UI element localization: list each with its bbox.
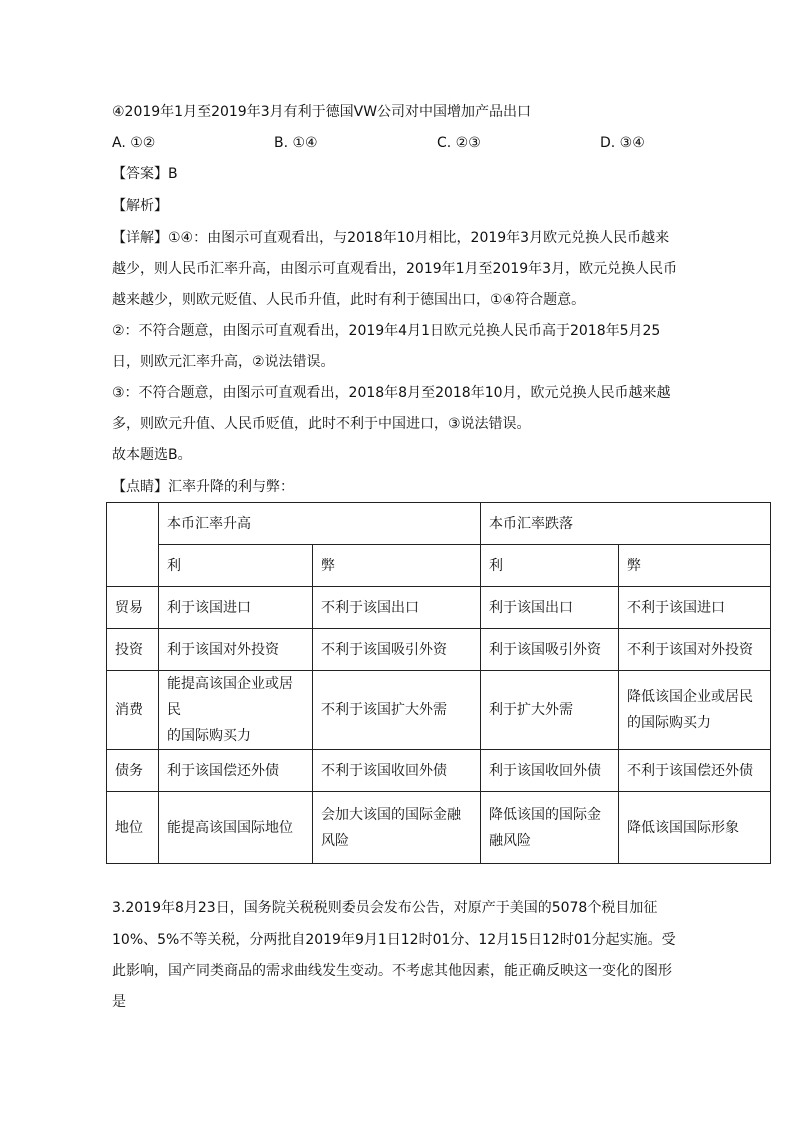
detail-line-6: ③：不符合题意，由图示可直观看出，2018年8月至2018年10月，欧元兑换人民币越来越 (112, 385, 671, 401)
table-cell: 不利于该国吸引外资 (313, 629, 481, 671)
detail-line-5: 日，则欧元汇率升高，②说法错误。 (112, 354, 335, 370)
cell-line: 融风险 (489, 832, 531, 849)
table-cell (481, 792, 619, 864)
table-row (107, 750, 771, 792)
tip-heading: 【点睛】汇率升降的利与弊： (112, 479, 294, 495)
table-row (107, 671, 771, 750)
subheader-fall-con: 弊 (619, 545, 771, 587)
table-row (107, 587, 771, 629)
row-label: 贸易 (107, 587, 159, 629)
table-header-row (107, 503, 771, 545)
cell-line: 的国际购买力 (627, 715, 711, 731)
table-subheader-row (107, 545, 771, 587)
table-cell (313, 792, 481, 864)
cell-line: 降低该国企业或居民 (627, 689, 753, 705)
header-rise: 本币汇率升高 (159, 503, 481, 545)
table-cell: 不利于该国进口 (619, 587, 771, 629)
row-label: 投资 (107, 629, 159, 671)
table-cell: 不利于该国偿还外债 (619, 750, 771, 792)
detail-line-7: 多，则欧元升值、人民币贬值，此时不利于中国进口，③说法错误。 (112, 416, 531, 432)
cell-line: 能提高该国企业或居民 (167, 676, 293, 718)
cell-line: 的国际购买力 (167, 728, 251, 744)
option-d: D. ③④ (600, 135, 645, 151)
table-cell: 利于该国进口 (159, 587, 313, 629)
table-cell (159, 671, 313, 750)
table-cell: 利于该国吸引外资 (481, 629, 619, 671)
table-row (107, 629, 771, 671)
cell-line: 降低该国的国际金 (489, 806, 601, 823)
table-cell: 不利于该国扩大外需 (313, 671, 481, 750)
table-cell (619, 671, 771, 750)
table-cell: 利于该国出口 (481, 587, 619, 629)
table-cell: 不利于该国收回外债 (313, 750, 481, 792)
option-a: A. ①② (112, 135, 156, 151)
detail-line-2: 越少，则人民币汇率升高，由图示可直观看出，2019年1月至2019年3月，欧元兑换人民币 (112, 261, 678, 277)
answer-line: 【答案】B (112, 166, 178, 182)
row-label: 债务 (107, 750, 159, 792)
subheader-rise-con: 弊 (313, 545, 481, 587)
question-3-line-1: 3.2019年8月23日，国务院关税税则委员会发布公告，对原产于美国的5078个税目加征 (112, 900, 658, 916)
table-cell: 能提高该国国际地位 (159, 792, 313, 864)
table-cell: 利于该国对外投资 (159, 629, 313, 671)
option-b: B. ①④ (274, 135, 318, 151)
subheader-fall-pro: 利 (481, 545, 619, 587)
question-3-line-4: 是 (112, 994, 126, 1010)
table-cell: 降低该国国际形象 (619, 792, 771, 864)
table-corner-cell (107, 503, 159, 587)
subheader-rise-pro: 利 (159, 545, 313, 587)
table-cell: 不利于该国出口 (313, 587, 481, 629)
statement-4: ④2019年1月至2019年3月有利于德国VW公司对中国增加产品出口 (112, 104, 532, 120)
cell-line: 风险 (321, 832, 349, 849)
row-label: 地位 (107, 792, 159, 864)
table-row (107, 792, 771, 864)
cell-line: 会加大该国的国际金融 (321, 806, 461, 823)
question-3-line-3: 此影响，国产同类商品的需求曲线发生变动。不考虑其他因素，能正确反映这一变化的图形 (112, 963, 672, 979)
table-cell: 利于扩大外需 (481, 671, 619, 750)
option-c: C. ②③ (437, 135, 481, 151)
table-cell: 不利于该国对外投资 (619, 629, 771, 671)
detail-line-4: ②：不符合题意，由图示可直观看出，2019年4月1日欧元兑换人民币高于2018年5月25 (112, 323, 661, 339)
detail-line-3: 越来越少，则欧元贬值、人民币升值，此时有利于德国出口，①④符合题意。 (112, 292, 586, 308)
analysis-heading: 【解析】 (112, 198, 168, 214)
conclusion-line: 故本题选B。 (112, 447, 192, 463)
exchange-rate-table (106, 502, 771, 864)
table-cell: 利于该国偿还外债 (159, 750, 313, 792)
row-label: 消费 (107, 671, 159, 750)
detail-line-1: 【详解】①④：由图示可直观看出，与2018年10月相比，2019年3月欧元兑换人民币越来 (112, 230, 670, 246)
question-3-line-2: 10%、5%不等关税，分两批自2019年9月1日12时01分、12月15日12时01分起实施。受 (112, 932, 676, 948)
table-cell: 利于该国收回外债 (481, 750, 619, 792)
header-fall: 本币汇率跌落 (481, 503, 771, 545)
